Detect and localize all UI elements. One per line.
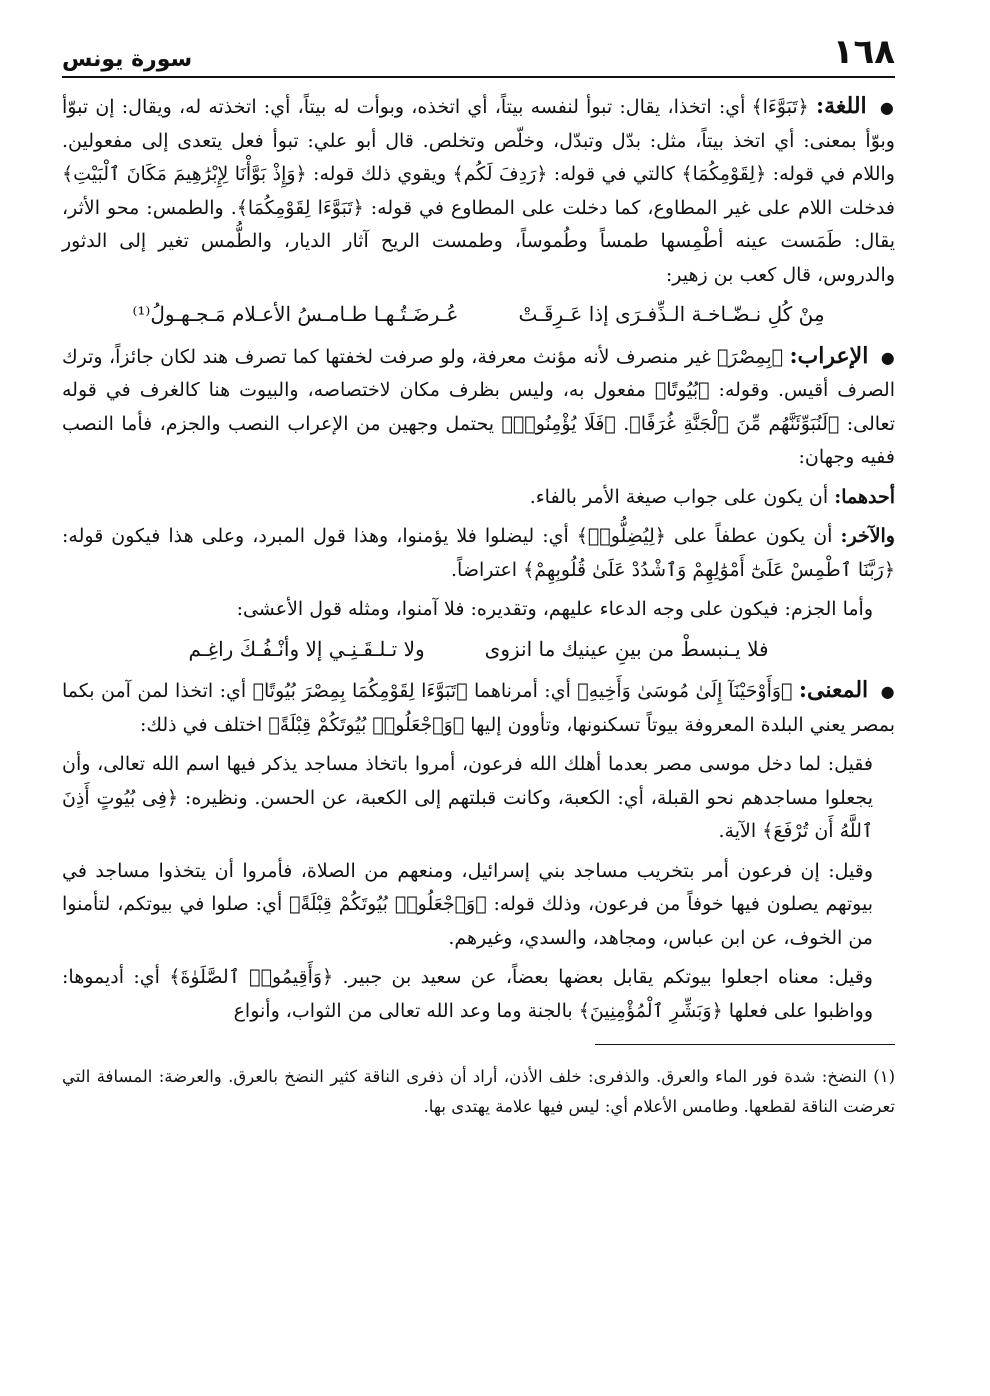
- footnote-separator: [595, 1044, 895, 1045]
- qila-2-paragraph: وقيل: إن فرعون أمر بتخريب مساجد بني إسرائيل، ومنعهم من الصلاة، فأمروا أن يتخذوا مساجد في بيوتهم يصلون فيها خوفاً من فرعون، وذلك قوله: ﴿وَٱجْعَلُوا۟ بُيُوتَكُمْ قِبْلَةً﴾ أي: صلوا في بيوتكم، لتأمنوا من الخوف، عن ابن عباس، ومجاهد، والسدي، وغيرهم.: [62, 859, 873, 949]
- book-page: [62, 22, 895, 1396]
- footnote-marker: (١): [873, 1066, 895, 1086]
- poem-verse-2: [62, 633, 895, 667]
- alakhar-text: أن يكون عطفاً على ﴿لِيُضِلُّوا۟﴾ أي: ليضلوا فلا يؤمنوا، وهذا قول المبرد، وعلى هذا فيكون قوله: ﴿رَبَّنَا ٱطْمِسْ عَلَىٰٓ أَمْوَٰلِهِمْ وَٱشْدُدْ عَلَىٰ قُلُوبِهِمْ﴾ اعتراضاً.: [62, 525, 895, 581]
- bullet-icon: ●: [880, 347, 895, 367]
- bullet-icon: ●: [880, 682, 895, 701]
- footnote: [62, 1062, 895, 1122]
- mana-paragraph: [62, 674, 895, 742]
- qila-1-paragraph: فقيل: لما دخل موسى مصر بعدما أهلك الله فرعون، أمروا باتخاذ مساجد يذكر فيها اسم الله تعالى، وأن يجعلوا مساجدهم نحو القبلة، أي: الكعبة، وكانت قبلتهم إلى الكعبة، عن الحسن. ونظيره: ﴿فِى بُيُوتٍ أَذِنَ ٱللَّهُ أَن تُرْفَعَ﴾ الآية.: [62, 753, 873, 842]
- surah-title: سورة يونس: [62, 47, 193, 72]
- poem1-hemistich-2: عُـرضَـتُـهـا طـامـسُ الأعـلام مَـجـهـولُ⁽¹⁾: [132, 302, 459, 326]
- irab-paragraph: [62, 340, 895, 475]
- ahaduhuma-text: أن يكون على جواب صيغة الأمر بالفاء.: [529, 485, 835, 508]
- mana-label: المعنى:: [798, 677, 869, 703]
- poem-verse-1: [62, 298, 895, 332]
- irab-label: الإعراب:: [789, 342, 869, 369]
- mana-text: ﴿وَأَوْحَيْنَآ إِلَىٰ مُوسَىٰ وَأَخِيهِ﴾ أي: أمرناهما ﴿تَبَوَّءَا لِقَوْمِكُمَا بِمِصْرَ بُيُوتًا﴾ أي: اتخذا لمن آمن بكما بمصر يعني البلدة المعروفة بيوتاً تسكنونها، وتأوون إليها ﴿وَٱجْعَلُوا۟ بُيُوتَكُمْ قِبْلَةً﴾ اختلف في ذلك:: [62, 680, 895, 736]
- page-number: ١٦٨: [832, 32, 895, 72]
- poem2-hemistich-1: فلا يـنبسطْ من بينِ عينيك ما انزوى: [484, 636, 769, 661]
- qila-3-paragraph: وقيل: معناه اجعلوا بيوتكم يقابل بعضها بعضاً، عن سعيد بن جبير. ﴿وَأَقِيمُوا۟ ٱلصَّلَوٰةَ﴾ أي: أديموها: وواظبوا على فعلها ﴿وَبَشِّرِ ٱلْمُؤْمِنِينَ﴾ بالجنة وما وعد الله تعالى من الثواب، وأنواع: [62, 966, 873, 1022]
- ahaduhuma-paragraph: [62, 481, 895, 515]
- bullet-icon: ●: [879, 98, 895, 117]
- alakhar-label: والآخر:: [840, 525, 895, 547]
- lugha-paragraph: [62, 90, 895, 292]
- page-body: [62, 90, 895, 1122]
- jazm-paragraph: وأما الجزم: فيكون على وجه الدعاء عليهم، وتقديره: فلا آمنوا، ومثله قول الأعشى:: [236, 598, 873, 620]
- poem2-hemistich-2: ولا تـلـقَـنِـي إلا وأنْـفُـكَ راغِـم: [188, 636, 425, 661]
- irab-text: ﴿بِمِصْرَ﴾ غير منصرف لأنه مؤنث معرفة، ولو صرفت لخفتها كما تصرف هند لكان جائزاً، وترك الصرف أقيس. وقوله: ﴿بُيُوتًا﴾ مفعول به، وليس بظرف مكان لاختصاصه، والبيوت هنا كالغرف في قوله تعالى: ﴿لَنُبَوِّئَنَّهُم مِّنَ ٱلْجَنَّةِ غُرَفًا﴾. ﴿فَلَا يُؤْمِنُوا۟﴾ يحتمل وجهين من الإعراب النصب والجزم، فأما النصب ففيه وجهان:: [62, 345, 895, 468]
- ahaduhuma-label: أحدهما:: [834, 485, 895, 508]
- lugha-text: ﴿تَبَوَّءَا﴾ أي: اتخذا، يقال: تبوأ لنفسه بيتاً، أي اتخذه، وبوأت له بيتاً، أي: اتخذته له، ويقال: إن تبوّأ وبوّأ بمعنى: أي اتخذ بيتاً، مثل: بدّل وتبدّل، وخلّص وتخلص. قال أبو علي: تبوأ فعل يتعدى إلى مفعولين. واللام في قوله: ﴿لِقَوْمِكُمَا﴾ كالتي في قوله: ﴿رَدِفَ لَكُم﴾ ويقوي ذلك قوله: ﴿وَإِذْ بَوَّأْنَا لِإِبْرَٰهِيمَ مَكَانَ ٱلْبَيْتِ﴾ فدخلت اللام على غير المطاوع، كما دخلت على المطاوع في قوله: ﴿تَبَوَّءَا لِقَوْمِكُمَا﴾. والطمس: محو الأثر، يقال: طَمَست عينه أطْمِسها طمساً وطُموساً، وطمست الريح آثار الديار، والطُّمس تغير إلى الدثور والدروس، قال كعب بن زهير:: [62, 96, 895, 286]
- page-header: [62, 22, 895, 78]
- footnote-text: النضخ: شدة فور الماء والعرق. والذفرى: خلف الأذن، أراد أن ذفرى الناقة كثير النضخ بالعرق. والعرضة: المسافة التي تعرضت الناقة لقطعها. وطامس الأعلام أي: ليس فيها علامة يهتدى بها.: [62, 1066, 895, 1116]
- poem1-hemistich-1: مِنْ كُلِ نـضّـاخـة الـذِّفـرَى إذا عَـرِقَـتْ: [518, 302, 825, 326]
- alakhar-paragraph: [62, 520, 895, 587]
- lugha-label: اللغة:: [816, 93, 867, 119]
